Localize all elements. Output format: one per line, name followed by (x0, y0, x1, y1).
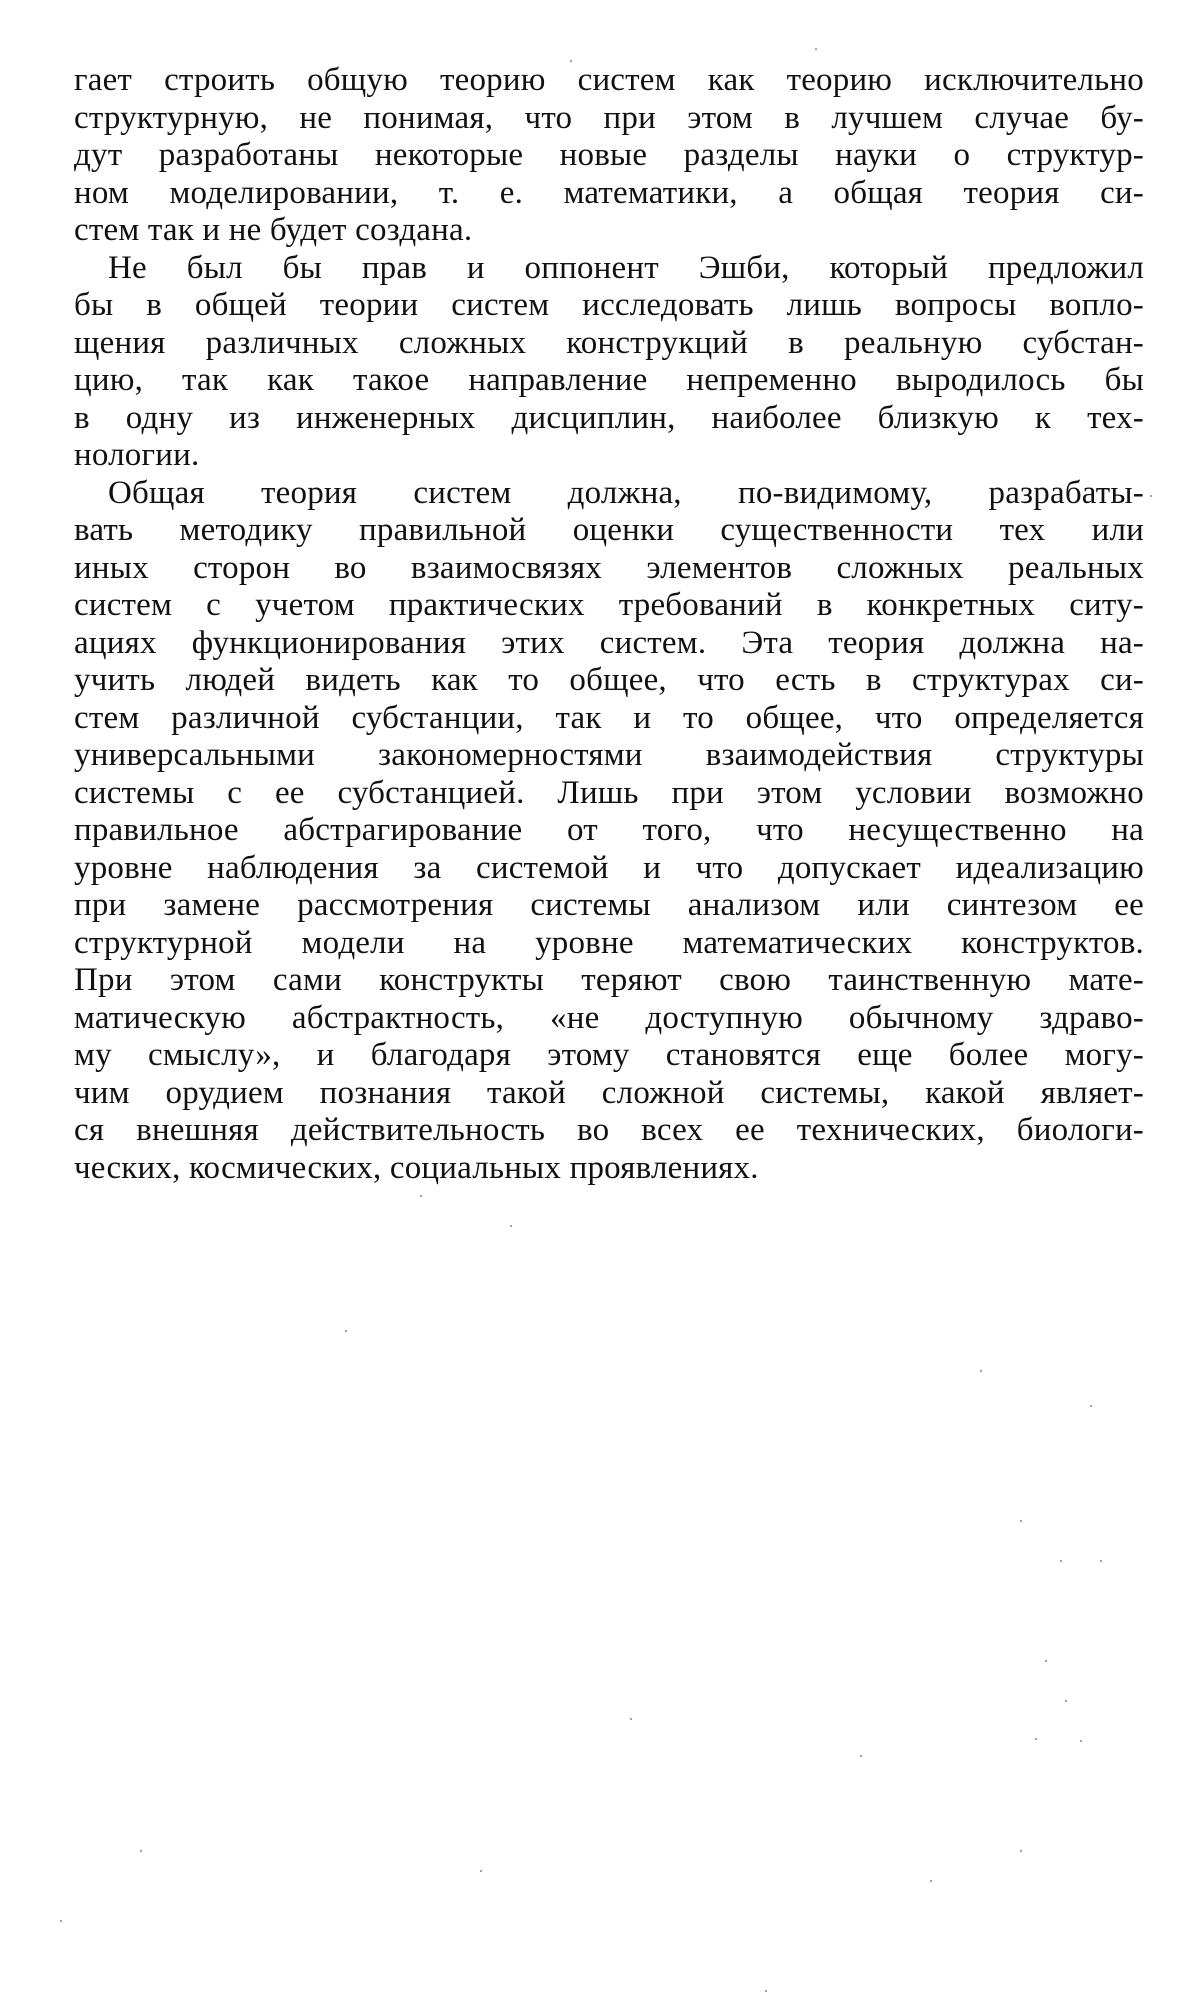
scan-speck (1080, 1740, 1082, 1742)
text-line: уровне наблюдения за системой и что допускает идеализацию (74, 849, 1144, 886)
scan-speck (1020, 1850, 1022, 1852)
scan-speck (1020, 1520, 1022, 1522)
text-line: Общая теория систем должна, по-видимому, разрабаты- (108, 474, 1144, 511)
scan-speck (980, 1370, 982, 1372)
text-line: чим орудием познания такой сложной системы, какой являет- (74, 1074, 1144, 1111)
text-line: системы с ее субстанцией. Лишь при этом условии возможно (74, 774, 1144, 811)
text-line: иных сторон во взаимосвязях элементов сложных реальных (74, 549, 1144, 586)
scan-speck (1045, 1660, 1047, 1662)
scan-speck (1060, 1560, 1062, 1562)
text-line: стем различной субстанции, так и то общее, что определяется (74, 699, 1144, 736)
text-line: матическую абстрактность, «не доступную обычному здраво- (74, 999, 1144, 1036)
text-line: вать методику правильной оценки существенности тех или (74, 512, 1144, 548)
text-line: универсальными закономерностями взаимодействия структуры (74, 737, 1144, 773)
paragraph-2 (74, 250, 1144, 475)
text-line: гает строить общую теорию систем как теорию исключительно (74, 62, 1144, 98)
scan-speck (765, 1990, 767, 1992)
text-line: При этом сами конструкты теряют свою таинственную мате- (74, 962, 1144, 998)
text-line: правильное абстрагирование от того, что несущественно на (74, 812, 1144, 848)
scan-speck (1100, 1560, 1102, 1562)
text-line: в одну из инженерных дисциплин, наиболее близкую к тех- (74, 399, 1144, 436)
text-line: стем так и не будет создана. (74, 212, 473, 248)
scan-speck (1065, 1700, 1067, 1702)
scan-speck (815, 48, 817, 50)
scan-speck (1035, 1738, 1037, 1740)
body-text (74, 62, 1144, 1187)
text-line: щения различных сложных конструкций в реальную субстан- (74, 324, 1144, 361)
scan-speck (60, 1920, 62, 1922)
scan-speck (510, 1225, 512, 1227)
scan-speck (1090, 1405, 1092, 1407)
text-line: дут разработаны некоторые новые разделы науки о структур- (74, 137, 1144, 173)
text-line: бы в общей теории систем исследовать лишь вопросы вопло- (74, 287, 1144, 323)
paragraph-1 (74, 62, 1144, 250)
scan-speck (140, 1850, 142, 1852)
text-line: структурную, не понимая, что при этом в лучшем случае бу- (74, 99, 1144, 136)
text-line: цию, так как такое направление непременно выродилось бы (74, 362, 1144, 398)
text-line: ациях функционирования этих систем. Эта теория должна на- (74, 624, 1144, 661)
scan-speck (345, 1330, 347, 1332)
scan-speck (930, 1880, 932, 1882)
scan-speck (420, 1195, 422, 1197)
scan-speck (1150, 495, 1152, 497)
scan-speck (570, 60, 572, 62)
text-line: учить людей видеть как то общее, что есть в структурах си- (74, 662, 1144, 698)
text-line: структурной модели на уровне математических конструктов. (74, 924, 1144, 961)
text-line: при замене рассмотрения системы анализом или синтезом ее (74, 887, 1144, 923)
text-line: нологии. (74, 437, 200, 473)
scan-speck (860, 1755, 862, 1757)
text-line: Не был бы прав и оппонент Эшби, который предложил (108, 249, 1144, 286)
scan-speck (480, 1870, 482, 1872)
text-line: ном моделировании, т. е. математики, а общая теория си- (74, 174, 1144, 211)
text-line: му смыслу», и благодаря этому становятся еще более могу- (74, 1037, 1144, 1073)
text-line: ся внешняя действительность во всех ее технических, биологи- (74, 1112, 1144, 1148)
text-line: систем с учетом практических требований в конкретных ситу- (74, 587, 1144, 623)
scan-speck (630, 1718, 632, 1720)
text-line: ческих, космических, социальных проявлениях. (74, 1149, 759, 1186)
paragraph-3 (74, 475, 1144, 1188)
